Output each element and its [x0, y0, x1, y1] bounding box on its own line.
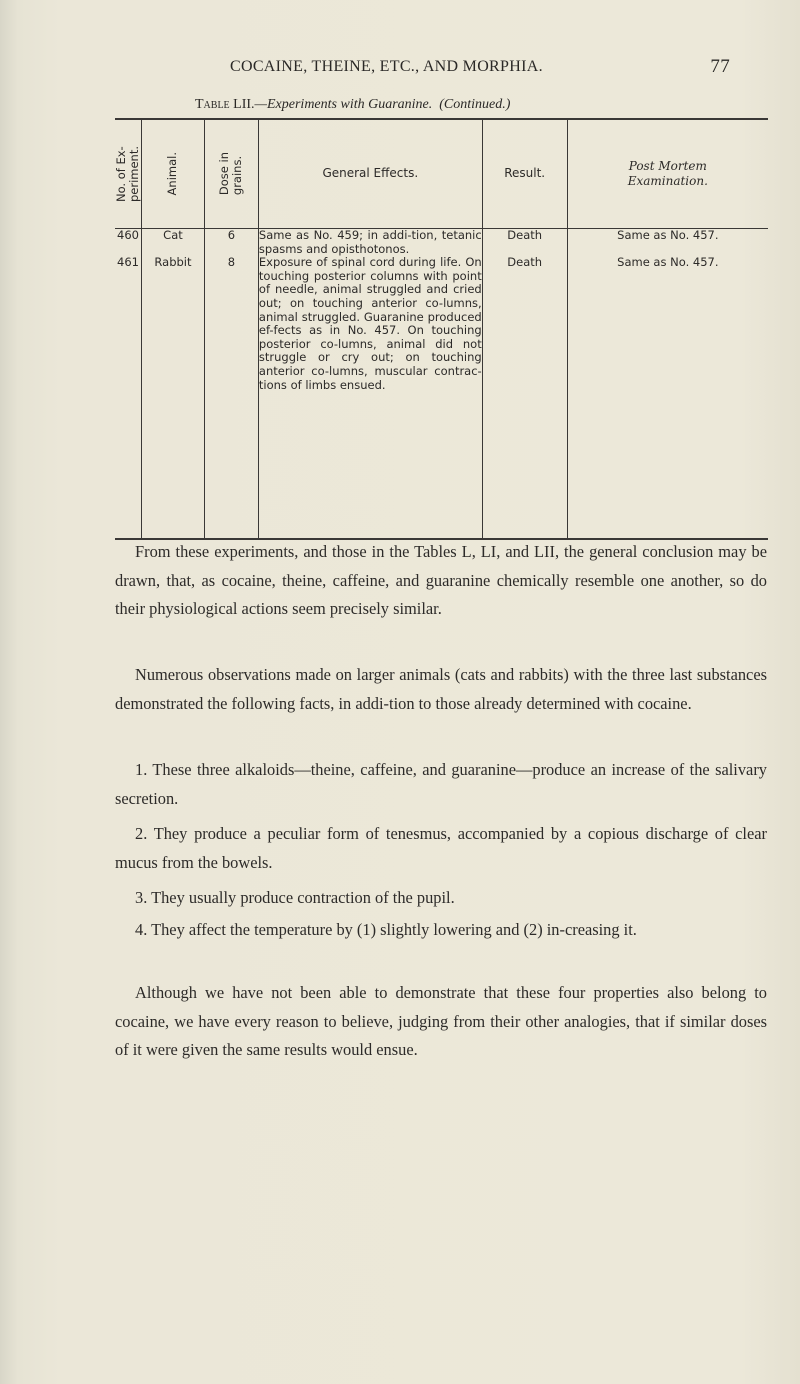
list-item-2: 2. They produce a peculiar form of tenesmus, accompanied by a copious discharge of clear mucus from the bowels.: [115, 824, 767, 872]
cell-result: Death: [482, 229, 567, 257]
header-dose: Dose in grains.: [204, 119, 258, 229]
table-title: —Experiments with Guaranine.: [254, 97, 433, 112]
table-label: Table LII.: [195, 97, 255, 112]
header-result: Result.: [482, 119, 567, 229]
list-item-1: 1. These three alkaloids—theine, caffeine, and guaranine—produce an increase of the salivary secretion.: [115, 760, 767, 808]
running-head: [230, 58, 730, 80]
running-title: COCAINE, THEINE, ETC., AND MORPHIA.: [230, 58, 543, 75]
table-continued: (Continued.): [439, 97, 511, 112]
cell-experiment: 461: [115, 256, 142, 539]
table-header-row: [115, 119, 768, 229]
cell-animal: Cat: [142, 229, 205, 257]
cell-post-mortem: Same as No. 457.: [567, 229, 768, 257]
table-row: [115, 229, 768, 257]
cell-effects: Exposure of spinal cord during life. On touching posterior columns with point of needle, animal struggled and cried out; on touching anterior co-lumns, animal struggled. Guaranine produced ef-fects as in No. 457. On touching posterior co-lumns, animal did not struggle or cry out; on touching anterior co-lumns, muscular contrac-tions of limbs ensued.: [258, 256, 482, 539]
cell-animal: Rabbit: [142, 256, 205, 539]
header-experiment: No. of Ex- periment.: [115, 119, 142, 229]
cell-experiment: 460: [117, 228, 139, 242]
body-paragraph-observations: Numerous observations made on larger animals (cats and rabbits) with the three last substances demonstrated the following facts, in addi-tion to those already determined with cocaine.: [115, 665, 767, 713]
header-post-mortem: Post Mortem Examination.: [567, 119, 768, 229]
cell-post-mortem: Same as No. 457.: [567, 256, 768, 539]
cell-result: Death: [482, 256, 567, 539]
cell-dose: 8: [204, 256, 258, 539]
table-row: [115, 256, 768, 539]
body-paragraph-final: Although we have not been able to demonstrate that these four properties also belong to cocaine, we have every reason to believe, judging from their other analogies, that if similar doses of it were given the same results would ensue.: [115, 983, 767, 1059]
list-item-4: 4. They affect the temperature by (1) slightly lowering and (2) in-creasing it.: [135, 920, 637, 939]
header-animal: Animal.: [142, 119, 205, 229]
experiments-table: [115, 118, 768, 540]
table-caption: [195, 97, 715, 113]
cell-effects: Same as No. 459; in addi-tion, tetanic spasms and opisthotonos.: [258, 228, 482, 256]
list-item-3: 3. They usually produce contraction of the pupil.: [135, 888, 455, 907]
cell-dose: 6: [204, 229, 258, 257]
page-number: 77: [710, 56, 730, 77]
header-general-effects: General Effects.: [258, 119, 482, 229]
body-paragraph-conclusion: From these experiments, and those in the Tables L, LI, and LII, the general conclusion may be drawn, that, as cocaine, theine, caffeine, and guaranine chemically resemble one another, so do their physiological actions seem precisely similar.: [115, 542, 767, 618]
